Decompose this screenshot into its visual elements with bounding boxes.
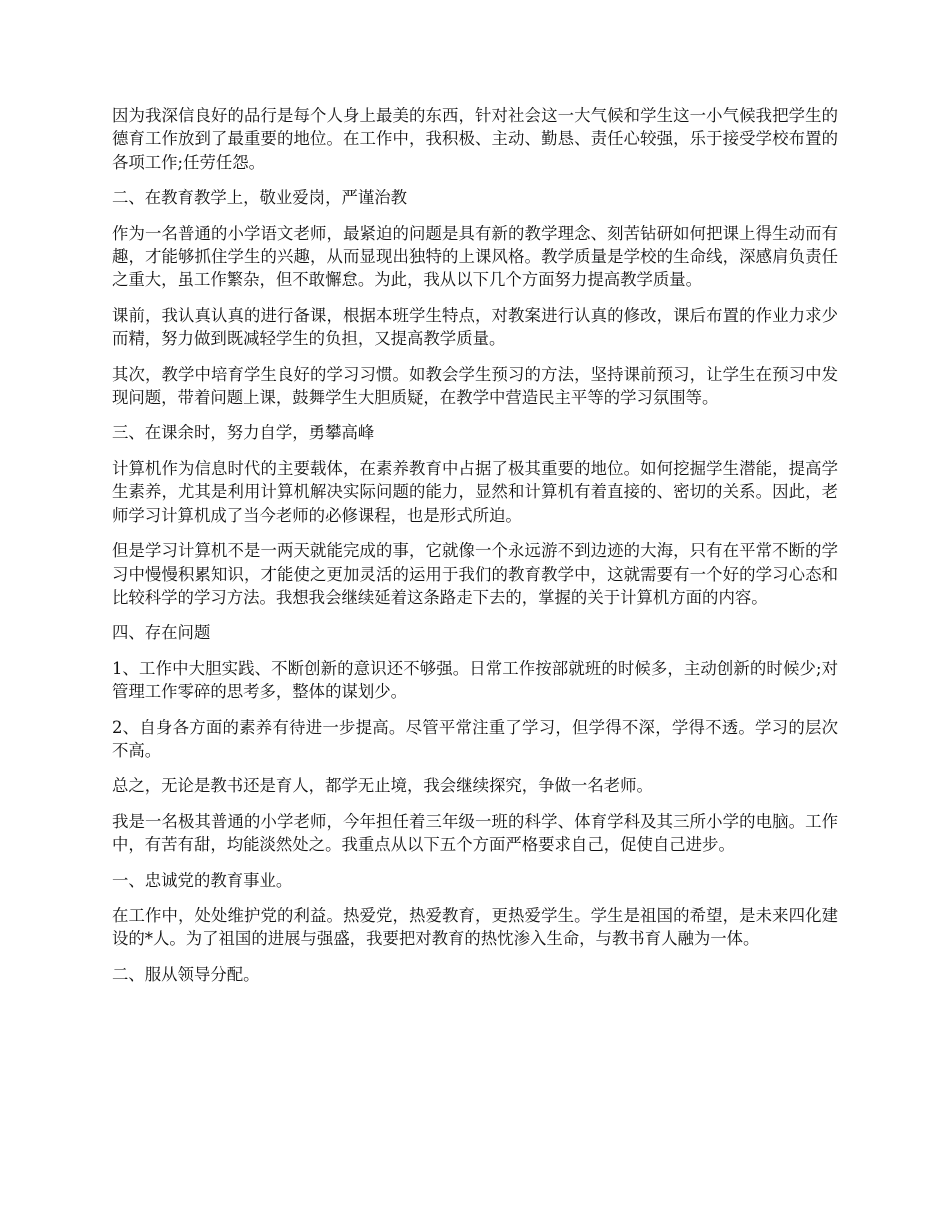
- paragraph-loyalty: 在工作中，处处维护党的利益。热爱党，热爱教育，更热爱学生。学生是祖国的希望，是未来四化建设的*人。为了祖国的进展与强盛，我要把对教育的热忱渗入生命，与教书育人融为一体。: [112, 905, 838, 949]
- section-heading-obey-leadership: 二、服从领导分配。: [112, 964, 260, 984]
- paragraph-summary: 总之，无论是教书还是育人，都学无止境，我会继续探究，争做一名老师。: [112, 776, 653, 796]
- paragraph-computer-importance: 计算机作为信息时代的主要载体，在素养教育中占据了极其重要的地位。如何挖掘学生潜能，提高学生素养，尤其是利用计算机解决实际问题的能力，显然和计算机有着直接的、密切的关系。因此，老师学习计算机成了当今老师的必修课程，也是形式所迫。: [112, 458, 838, 525]
- paragraph-introduction: 我是一名极其普通的小学老师，今年担任着三年级一班的科学、体育学科及其三所小学的电脑。工作中，有苦有甜，均能淡然处之。我重点从以下五个方面严格要求自己，促使自己进步。: [112, 811, 838, 855]
- section-heading-self-study: 三、在课余时，努力自学，勇攀高峰: [112, 423, 375, 443]
- section-heading-teaching: 二、在教育教学上，敬业爱岗，严谨治教: [112, 188, 408, 208]
- paragraph-lesson-prep: 课前，我认真认真的进行备课，根据本班学生特点，对教案进行认真的修改，课后布置的作业力求少而精，努力做到既减轻学生的负担，又提高教学质量。: [112, 305, 838, 349]
- paragraph-computer-learning: 但是学习计算机不是一两天就能完成的事，它就像一个永远游不到边迹的大海，只有在平常不断的学习中慢慢积累知识，才能使之更加灵活的运用于我们的教育教学中，这就需要有一个好的学习心态和比较科学的学习方法。我想我会继续延着这条路走下去的，掌握的关于计算机方面的内容。: [112, 541, 838, 607]
- paragraph-problem-2: 2、自身各方面的素养有待进一步提高。尽管平常注重了学习，但学得不深，学得不透。学习的层次不高。: [112, 717, 838, 760]
- paragraph-teaching-philosophy: 作为一名普通的小学语文老师，最紧迫的问题是具有新的教学理念、刻苦钻研如何把课上得生动而有趣，才能够抓住学生的兴趣，从而显现出独特的上课风格。教学质量是学校的生命线，深感肩负责任之重大，虽工作繁杂，但不敢懈怠。为此，我从以下几个方面努力提高教学质量。: [112, 223, 838, 290]
- paragraph-moral-education: 因为我深信良好的品行是每个人身上最美的东西，针对社会这一大气候和学生这一小气候我把学生的德育工作放到了最重要的地位。在工作中，我积极、主动、勤恳、责任心较强，乐于接受学校布置的各项工作;任劳任怨。: [112, 106, 838, 172]
- section-heading-problems: 四、存在问题: [112, 623, 211, 643]
- section-heading-loyalty: 一、忠诚党的教育事业。: [112, 870, 293, 890]
- paragraph-problem-1: 1、工作中大胆实践、不断创新的意识还不够强。日常工作按部就班的时候多，主动创新的时候少;对管理工作零碎的思考多，整体的谋划少。: [112, 658, 838, 702]
- paragraph-study-habits: 其次，教学中培育学生良好的学习习惯。如教会学生预习的方法，坚持课前预习，让学生在预习中发现问题，带着问题上课，鼓舞学生大胆质疑，在教学中营造民主平等的学习氛围等。: [112, 364, 838, 408]
